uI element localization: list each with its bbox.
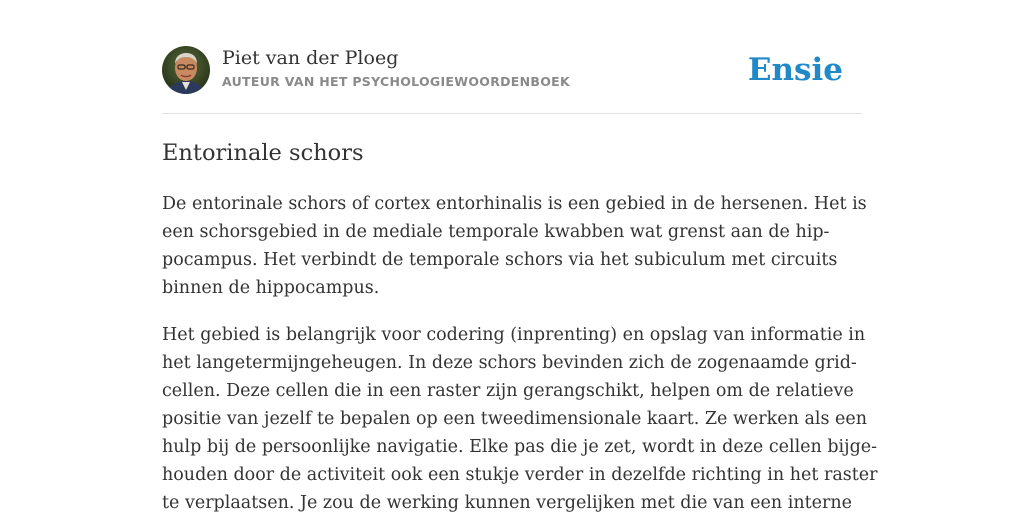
article-paragraph [162,190,867,302]
author-header [162,46,862,96]
author-photo [162,46,210,94]
text-line: positie van jezelf te bepalen op een tweedimensionale kaart. Ze werken als een [162,409,867,429]
author-role: AUTEUR VAN HET PSYCHOLOGIEWOORDENBOEK [222,74,570,89]
text-line: hulp bij de persoonlijke navigatie. Elke pas die je zet, wordt in deze cellen bijge- [162,437,878,457]
header-divider [162,113,862,114]
author-name[interactable]: Piet van der Ploeg [222,47,399,69]
text-line: cellen. Deze cellen die in een raster zijn gerangschikt, helpen om de relatieve [162,381,854,401]
text-line: te verplaatsen. Je zou de werking kunnen vergelijken met die van een interne [162,493,852,512]
article-paragraph [162,321,878,512]
ensie-logo[interactable]: Ensie [747,52,843,88]
text-line: pocampus. Het verbindt de temporale schors via het subiculum met circuits [162,250,838,270]
article-title: Entorinale schors [162,140,364,166]
text-line: binnen de hippocampus. [162,278,380,298]
article-body [162,190,878,512]
text-line: houden door de activiteit ook een stukje verder in dezelfde richting in het raster [162,465,878,485]
text-line: een schorsgebied in de mediale temporale kwabben wat grenst aan de hip- [162,222,830,242]
text-line: De entorinale schors of cortex entorhinalis is een gebied in de hersenen. Het is [162,194,867,214]
text-line: het langetermijngeheugen. In deze schors bevinden zich de zogenaamde grid- [162,353,857,373]
author-avatar[interactable] [162,46,210,94]
text-line: Het gebied is belangrijk voor codering (inprenting) en opslag van informatie in [162,325,866,345]
